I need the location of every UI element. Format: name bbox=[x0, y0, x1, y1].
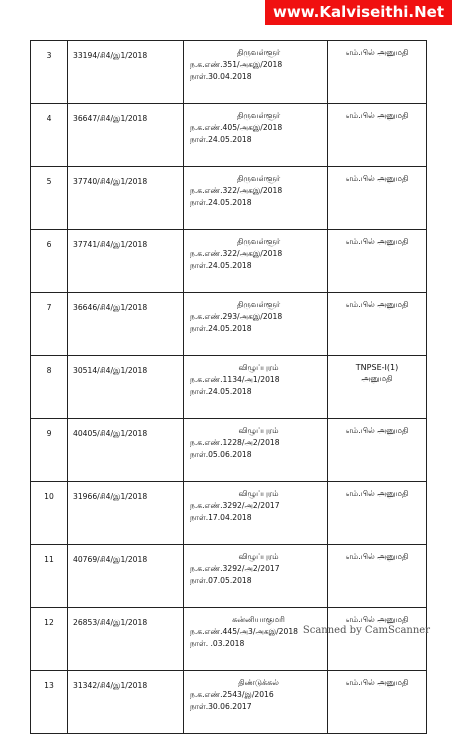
remark-cell bbox=[328, 671, 427, 734]
office-name: விழுப்புரம் bbox=[238, 552, 279, 561]
order-number: ந.க.எண்.293/அகஇ/2018 bbox=[190, 312, 283, 321]
office-name: திருவள்ளூர் bbox=[236, 300, 281, 309]
table-row bbox=[31, 482, 427, 545]
office-order-cell bbox=[184, 545, 328, 608]
remark-text: எம்.பில் அனுமதி bbox=[345, 300, 409, 309]
table-row bbox=[31, 419, 427, 482]
remark-cell bbox=[328, 104, 427, 167]
office-order-cell bbox=[184, 293, 328, 356]
reference-number-cell: 33194/சி4/இ1/2018 bbox=[68, 41, 184, 104]
remark-cell bbox=[328, 167, 427, 230]
table-row bbox=[31, 293, 427, 356]
reference-number-cell: 36647/சி4/இ1/2018 bbox=[68, 104, 184, 167]
remark-cell bbox=[328, 41, 427, 104]
table-row bbox=[31, 356, 427, 419]
office-order-cell bbox=[184, 608, 328, 671]
table-row bbox=[31, 671, 427, 734]
office-name: திருவள்ளூர் bbox=[236, 174, 281, 183]
remark-cell bbox=[328, 356, 427, 419]
order-date: நாள்.24.05.2018 bbox=[190, 198, 252, 207]
office-order-cell bbox=[184, 356, 328, 419]
table-row bbox=[31, 545, 427, 608]
order-number: ந.க.எண்.351/அகஇ/2018 bbox=[190, 60, 283, 69]
serial-number-cell: 9 bbox=[31, 419, 68, 482]
order-date: நாள்.24.05.2018 bbox=[190, 261, 252, 270]
office-order-cell bbox=[184, 671, 328, 734]
serial-number-cell: 7 bbox=[31, 293, 68, 356]
reference-number-cell: 36646/சி4/இ1/2018 bbox=[68, 293, 184, 356]
table-row bbox=[31, 230, 427, 293]
table-row bbox=[31, 41, 427, 104]
office-name: கன்னியாகுமரி bbox=[232, 615, 285, 624]
table-row bbox=[31, 608, 427, 671]
order-date: நாள்.05.06.2018 bbox=[190, 450, 252, 459]
order-number: ந.க.எண்.405/அகஇ/2018 bbox=[190, 123, 283, 132]
serial-number-cell: 10 bbox=[31, 482, 68, 545]
reference-number-cell: 40405/சி4/இ1/2018 bbox=[68, 419, 184, 482]
remark-cell bbox=[328, 545, 427, 608]
office-order-cell bbox=[184, 41, 328, 104]
order-number: ந.க.எண்.3292/அ2/2017 bbox=[190, 564, 280, 573]
order-date: நாள்.24.05.2018 bbox=[190, 135, 252, 144]
serial-number-cell: 5 bbox=[31, 167, 68, 230]
reference-number-cell: 37741/சி4/இ1/2018 bbox=[68, 230, 184, 293]
office-order-cell bbox=[184, 104, 328, 167]
office-order-cell bbox=[184, 482, 328, 545]
office-name: விழுப்புரம் bbox=[238, 489, 279, 498]
reference-number-cell: 26853/சி4/இ1/2018 bbox=[68, 608, 184, 671]
reference-number-cell: 31342/சி4/இ1/2018 bbox=[68, 671, 184, 734]
remark-text: எம்.பில் அனுமதி bbox=[345, 489, 409, 498]
order-date: நாள்.30.06.2017 bbox=[190, 702, 252, 711]
remark-text: எம்.பில் அனுமதி bbox=[345, 552, 409, 561]
office-name: திருவள்ளூர் bbox=[236, 111, 281, 120]
reference-number-cell: 37740/சி4/இ1/2018 bbox=[68, 167, 184, 230]
office-order-cell bbox=[184, 230, 328, 293]
serial-number-cell: 4 bbox=[31, 104, 68, 167]
serial-number-cell: 13 bbox=[31, 671, 68, 734]
office-name: திண்டுக்கல் bbox=[238, 678, 279, 687]
order-number: ந.க.எண்.445/அ3/அகஇ/2018 bbox=[190, 627, 299, 636]
remark-text: TNPSE-I(1) bbox=[355, 363, 399, 372]
serial-number-cell: 8 bbox=[31, 356, 68, 419]
remark-text: எம்.பில் அனுமதி bbox=[345, 615, 409, 624]
order-date: நாள்.24.05.2018 bbox=[190, 387, 252, 396]
order-number: ந.க.எண்.2543/இ/2016 bbox=[190, 690, 274, 699]
reference-number-cell: 40769/சி4/இ1/2018 bbox=[68, 545, 184, 608]
remark-text: எம்.பில் அனுமதி bbox=[345, 237, 409, 246]
order-date: நாள். .03.2018 bbox=[190, 639, 245, 648]
serial-number-cell: 11 bbox=[31, 545, 68, 608]
table-row bbox=[31, 167, 427, 230]
table-row bbox=[31, 104, 427, 167]
office-name: விழுப்புரம் bbox=[238, 363, 279, 372]
order-number: ந.க.எண்.322/அகஇ/2018 bbox=[190, 249, 283, 258]
remark-cell bbox=[328, 482, 427, 545]
office-name: விழுப்புரம் bbox=[238, 426, 279, 435]
remark-text: எம்.பில் அனுமதி bbox=[345, 48, 409, 57]
serial-number-cell: 6 bbox=[31, 230, 68, 293]
office-name: திருவள்ளூர் bbox=[236, 48, 281, 57]
order-date: நாள்.30.04.2018 bbox=[190, 72, 252, 81]
remark-text: எம்.பில் அனுமதி bbox=[345, 678, 409, 687]
order-date: நாள்.17.04.2018 bbox=[190, 513, 252, 522]
remark-text: எம்.பில் அனுமதி bbox=[345, 111, 409, 120]
remark-text: எம்.பில் அனுமதி bbox=[345, 174, 409, 183]
scanner-footer: Scanned by CamScanner bbox=[302, 625, 430, 636]
serial-number-cell: 12 bbox=[31, 608, 68, 671]
order-number: ந.க.எண்.1134/அ1/2018 bbox=[190, 375, 280, 384]
order-number: ந.க.எண்.322/அகஇ/2018 bbox=[190, 186, 283, 195]
order-date: நாள்.24.05.2018 bbox=[190, 324, 252, 333]
remark-cell bbox=[328, 419, 427, 482]
order-number: ந.க.எண்.3292/அ2/2017 bbox=[190, 501, 280, 510]
reference-number-cell: 30514/சி4/இ1/2018 bbox=[68, 356, 184, 419]
serial-number-cell: 3 bbox=[31, 41, 68, 104]
remark-cell bbox=[328, 608, 427, 671]
remark-subtext: அனுமதி bbox=[361, 374, 393, 383]
order-number: ந.க.எண்.1228/அ2/2018 bbox=[190, 438, 280, 447]
office-order-cell bbox=[184, 419, 328, 482]
remark-text: எம்.பில் அனுமதி bbox=[345, 426, 409, 435]
order-date: நாள்.07.05.2018 bbox=[190, 576, 252, 585]
remark-cell bbox=[328, 293, 427, 356]
office-order-cell bbox=[184, 167, 328, 230]
office-name: திருவள்ளூர் bbox=[236, 237, 281, 246]
watermark-banner: www.Kalviseithi.Net bbox=[265, 0, 452, 25]
reference-number-cell: 31966/சி4/இ1/2018 bbox=[68, 482, 184, 545]
remark-cell bbox=[328, 230, 427, 293]
